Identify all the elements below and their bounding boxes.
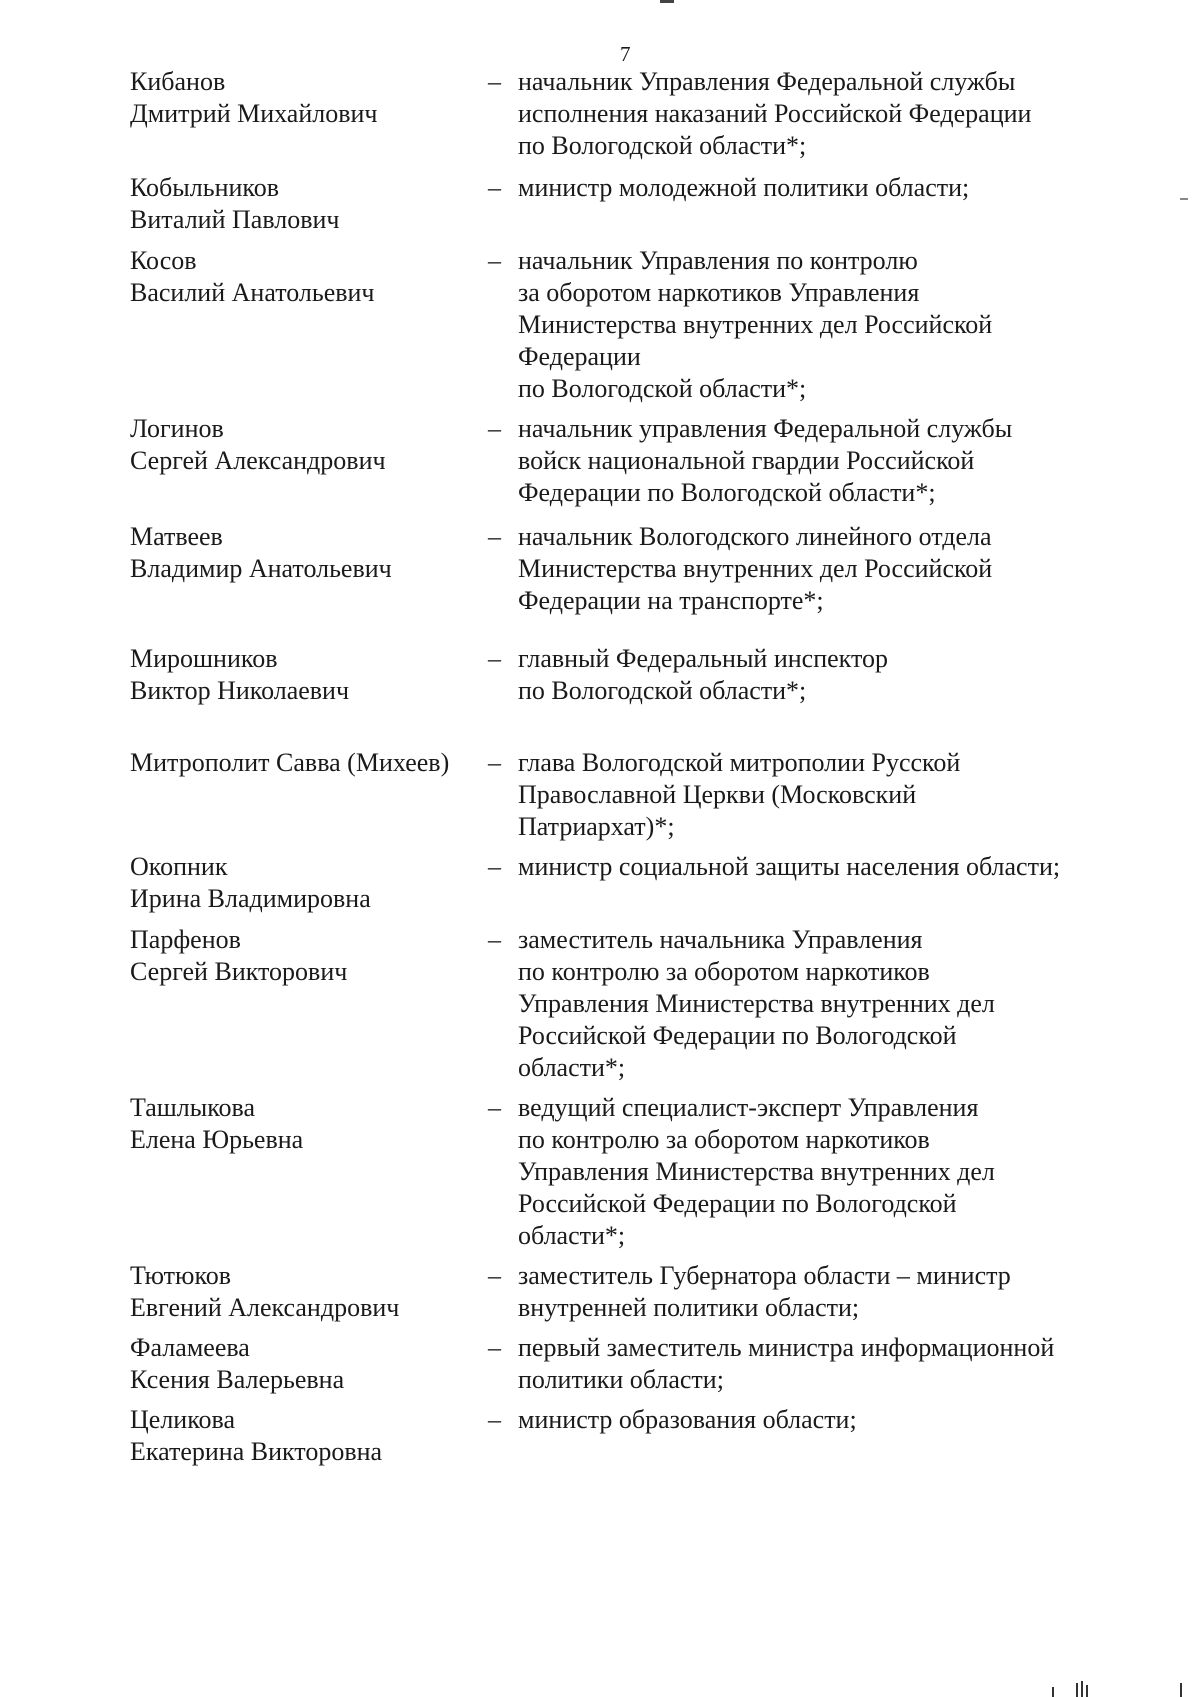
member-given-names: Ксения Валерьевна (130, 1365, 345, 1394)
member-surname: Окопник (130, 852, 228, 881)
member-name (130, 172, 490, 236)
member-given-names: Елена Юрьевна (130, 1125, 304, 1154)
list-item (130, 1332, 1140, 1396)
member-given-names: Екатерина Викторовна (130, 1437, 383, 1466)
scan-bottom-marks (1050, 1680, 1190, 1697)
member-position: заместитель начальника Управления по контролю за оборотом наркотиков Управления Министерства внутренних дел Российской Федерации по Вологодской области*; (518, 925, 995, 1082)
member-surname: Парфенов (130, 925, 241, 954)
scan-side-mark (1180, 198, 1188, 200)
member-list (130, 66, 1140, 1466)
member-given-names: Сергей Викторович (130, 957, 348, 986)
member-surname: Матвеев (130, 522, 223, 551)
list-item (130, 747, 1140, 843)
member-given-names: Сергей Александрович (130, 446, 386, 475)
separator-dash: – (488, 522, 501, 551)
member-given-names: Евгений Александрович (130, 1293, 400, 1322)
separator-dash: – (488, 1405, 501, 1434)
list-item (130, 1092, 1140, 1252)
member-position: министр социальной защиты населения области; (518, 852, 1061, 881)
member-given-names: Виктор Николаевич (130, 676, 350, 705)
member-name (130, 245, 490, 309)
member-name (130, 924, 490, 988)
member-given-names: Владимир Анатольевич (130, 554, 392, 583)
member-name (130, 851, 490, 915)
list-item (130, 1404, 1140, 1466)
member-name (130, 66, 490, 130)
list-item (130, 924, 1140, 1084)
member-surname: Мирошников (130, 644, 278, 673)
separator-dash: – (488, 173, 501, 202)
separator-dash: – (488, 1093, 501, 1122)
list-item (130, 851, 1140, 913)
member-name (130, 1332, 490, 1396)
list-item (130, 66, 1140, 162)
member-position: заместитель Губернатора области – министр внутренней политики области; (518, 1261, 1011, 1322)
member-surname: Косов (130, 246, 197, 275)
list-item (130, 413, 1140, 509)
member-position: министр образования области; (518, 1405, 857, 1434)
member-surname: Кобыльников (130, 173, 279, 202)
separator-dash: – (488, 748, 501, 777)
member-position: начальник Управления по контролю за оборотом наркотиков Управления Министерства внутренних дел Российской Федерации по Вологодской области*; (518, 246, 993, 403)
member-surname: Митрополит Савва (Михеев) (130, 748, 450, 777)
separator-dash: – (488, 1261, 501, 1290)
list-item (130, 245, 1140, 405)
page-number: 7 (620, 42, 631, 66)
member-position: начальник Управления Федеральной службы исполнения наказаний Российской Федерации по Вологодской области*; (518, 67, 1032, 160)
member-surname: Логинов (130, 414, 224, 443)
separator-dash: – (488, 852, 501, 881)
member-position: начальник Вологодского линейного отдела Министерства внутренних дел Российской Федерации на транспорте*; (518, 522, 993, 615)
member-name (130, 1260, 490, 1324)
list-item (130, 521, 1140, 617)
member-surname: Ташлыкова (130, 1093, 256, 1122)
member-name (130, 643, 490, 707)
member-position: глава Вологодской митрополии Русской Православной Церкви (Московский Патриархат)*; (518, 748, 961, 841)
member-surname: Фаламеева (130, 1333, 250, 1362)
member-position: начальник управления Федеральной службы войск национальной гвардии Российской Федерации по Вологодской области*; (518, 414, 1013, 507)
member-given-names: Дмитрий Михайлович (130, 99, 378, 128)
member-given-names: Василий Анатольевич (130, 278, 375, 307)
member-surname: Тютюков (130, 1261, 232, 1290)
member-given-names: Ирина Владимировна (130, 884, 371, 913)
member-surname: Кибанов (130, 67, 226, 96)
list-item (130, 1260, 1140, 1324)
member-name (130, 413, 490, 477)
member-name (130, 521, 490, 585)
separator-dash: – (488, 414, 501, 443)
member-name (130, 1092, 490, 1156)
separator-dash: – (488, 67, 501, 96)
member-given-names: Виталий Павлович (130, 205, 340, 234)
member-name (130, 1404, 490, 1468)
member-position: ведущий специалист-эксперт Управления по контролю за оборотом наркотиков Управления Министерства внутренних дел Российской Федерации по Вологодской области*; (518, 1093, 995, 1250)
separator-dash: – (488, 925, 501, 954)
member-name (130, 747, 530, 779)
list-item (130, 643, 1140, 707)
member-surname: Целикова (130, 1405, 235, 1434)
scan-top-mark (660, 0, 674, 3)
separator-dash: – (488, 644, 501, 673)
member-position: первый заместитель министра информационной политики области; (518, 1333, 1055, 1394)
separator-dash: – (488, 246, 501, 275)
separator-dash: – (488, 1333, 501, 1362)
list-item (130, 172, 1140, 234)
member-position: главный Федеральный инспектор по Вологодской области*; (518, 644, 888, 705)
member-position: министр молодежной политики области; (518, 173, 970, 202)
